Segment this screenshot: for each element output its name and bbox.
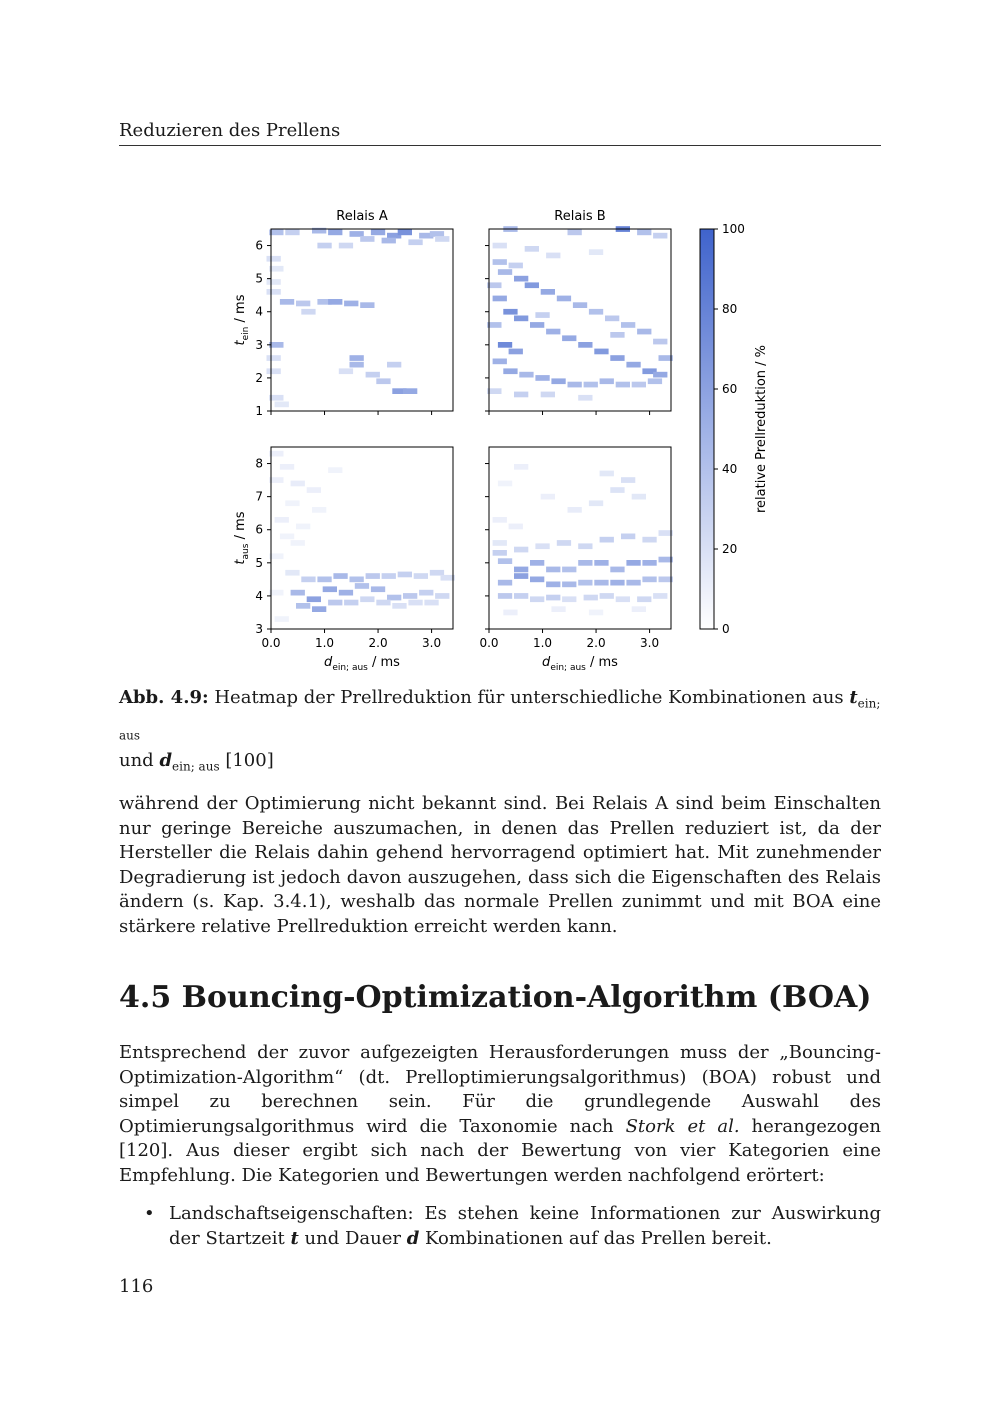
heatmap-cell xyxy=(350,355,364,361)
heatmap-cell xyxy=(387,595,401,601)
heatmap-cell xyxy=(642,537,656,543)
heatmap-cell xyxy=(610,332,624,338)
colorbar-tick-label: 20 xyxy=(722,542,738,556)
heatmap-cell xyxy=(339,368,353,374)
heatmap-cell xyxy=(498,580,512,586)
heatmap-cell xyxy=(498,593,512,599)
heatmap-cell xyxy=(632,494,646,500)
heatmap-cell xyxy=(493,540,507,546)
heatmap-cell xyxy=(600,593,614,599)
x-tick-label: 3.0 xyxy=(640,636,660,650)
heatmap-cell xyxy=(578,342,592,348)
colorbar-tick-label: 80 xyxy=(722,302,738,316)
panel-title-relais-a: Relais A xyxy=(336,209,388,224)
heatmap-cell xyxy=(280,534,294,540)
heatmap-cell xyxy=(568,230,582,236)
heatmap-cell xyxy=(589,309,603,315)
heatmap-cell xyxy=(621,534,635,540)
heatmap-cell xyxy=(344,600,358,606)
heatmap-cell xyxy=(493,550,507,556)
caption-and: und xyxy=(119,750,160,772)
heatmap-cell xyxy=(307,596,321,602)
heatmap-cell xyxy=(498,269,512,275)
bullet-item xyxy=(145,1202,881,1251)
heatmap-cell xyxy=(551,378,565,384)
heatmap-cell xyxy=(546,582,560,588)
caption-label: Abb. 4.9: xyxy=(119,687,209,708)
heatmap-cell xyxy=(509,263,523,269)
heatmap-cell xyxy=(296,603,310,609)
bullet-marker: • xyxy=(144,1203,155,1224)
heatmap-cell xyxy=(562,335,576,341)
heatmap-cell xyxy=(275,517,289,523)
heatmap-cell xyxy=(366,372,380,378)
heatmap-cell xyxy=(493,243,507,249)
page-number: 116 xyxy=(119,1276,154,1297)
heatmap-cell xyxy=(333,573,347,579)
heatmap-cell xyxy=(653,372,667,378)
heatmap-cell xyxy=(339,590,353,596)
heatmap-cell xyxy=(350,362,364,368)
ylabel-t-aus: $t_{aus}$ / ms xyxy=(233,511,251,565)
y-tick-label: 4 xyxy=(255,304,263,319)
heatmap-cell xyxy=(267,368,281,374)
heatmap-cell xyxy=(610,487,624,493)
heatmap-cell xyxy=(376,378,390,384)
heatmap-cell xyxy=(366,573,380,579)
heatmap-cell xyxy=(408,239,422,245)
heatmap-cell xyxy=(493,296,507,302)
heatmap-cell xyxy=(535,375,549,381)
heatmap-cell xyxy=(312,606,326,612)
heatmap-cell xyxy=(525,282,539,288)
colorbar-tick-label: 0 xyxy=(722,622,730,636)
heatmap-cell xyxy=(637,596,651,602)
heatmap-cell xyxy=(509,349,523,355)
heatmap-cell xyxy=(360,236,374,242)
heatmap-cell xyxy=(371,586,385,592)
caption-sub-1: ein; aus xyxy=(119,696,881,743)
heatmap-cell xyxy=(275,402,289,408)
x-tick-label: 2.0 xyxy=(368,636,388,650)
heatmap-cell xyxy=(493,259,507,265)
paragraph-2 xyxy=(119,1041,881,1188)
heatmap-cell xyxy=(546,329,560,335)
heatmap-cell xyxy=(594,560,608,566)
heatmap-cell xyxy=(323,586,337,592)
heatmap-cell xyxy=(626,362,640,368)
heatmap-cell xyxy=(360,596,374,602)
heatmap-cell xyxy=(578,395,592,401)
heatmap-cell xyxy=(584,595,598,601)
heatmap-cell xyxy=(535,543,549,549)
panel-frame xyxy=(271,229,453,411)
panel-title-relais-b: Relais B xyxy=(554,209,606,224)
heatmap-cell xyxy=(267,355,281,361)
figure-caption xyxy=(119,685,881,780)
heatmap-svg xyxy=(220,198,780,678)
heatmap-cell xyxy=(546,253,560,259)
heatmap-cell xyxy=(616,596,630,602)
heatmap-cell xyxy=(589,249,603,255)
heatmap-cell xyxy=(408,600,422,606)
heatmap-cell xyxy=(435,593,449,599)
heatmap-cell xyxy=(285,500,299,506)
heatmap-cell xyxy=(493,359,507,365)
heatmap-cell xyxy=(562,567,576,573)
heatmap-cell xyxy=(307,487,321,493)
heatmap-cell xyxy=(328,600,342,606)
paragraph-2-part-a: Entsprechend der zuvor aufgezeigten Herausforderungen muss der „Bouncing-Optimization-Algorithm“ (dt. Prelloptimierungsalgorithmus) (BOA) robust und simpel zu berechnen sein. Für die grundlegende Auswahl des Optimierungsalgorithmus wird die Taxonomie nach xyxy=(119,1042,881,1137)
heatmap-cell xyxy=(280,299,294,305)
heatmap-cell xyxy=(382,238,396,244)
heatmap-cell xyxy=(610,580,624,586)
heatmap-cell xyxy=(541,289,555,295)
heatmap-cell xyxy=(398,572,412,578)
heatmap-cell xyxy=(503,610,517,616)
heatmap-cell xyxy=(632,606,646,612)
heatmap-cell xyxy=(291,590,305,596)
heatmap-cell xyxy=(626,560,640,566)
y-tick-label: 3 xyxy=(255,622,263,636)
heatmap-cell xyxy=(632,382,646,388)
heatmap-cell xyxy=(642,560,656,566)
heatmap-cell xyxy=(530,560,544,566)
heatmap-cell xyxy=(414,573,428,579)
heatmap-cell xyxy=(291,481,305,487)
heatmap-cell xyxy=(530,322,544,328)
heatmap-cell xyxy=(557,540,571,546)
heatmap-cell xyxy=(509,524,523,530)
heatmap-cell xyxy=(584,382,598,388)
heatmap-cell xyxy=(605,316,619,322)
heatmap-cell xyxy=(328,299,342,305)
heatmap-cell xyxy=(578,543,592,549)
colorbar xyxy=(700,229,714,629)
heatmap-cell xyxy=(285,230,299,236)
y-tick-label: 3 xyxy=(255,337,263,352)
heatmap-cell xyxy=(653,233,667,239)
heatmap-cell xyxy=(557,296,571,302)
heatmap-cell xyxy=(514,392,528,398)
heatmap-cell xyxy=(562,582,576,588)
heatmap-cell xyxy=(398,230,412,236)
y-tick-label: 7 xyxy=(255,489,263,504)
y-tick-label: 5 xyxy=(255,555,263,570)
heatmap-cell xyxy=(387,362,401,368)
heatmap-figure xyxy=(220,198,780,678)
paragraph-2-part-b: herangezogen [120]. Aus dieser ergibt sich nach der Bewertung von vier Kategorien eine Empfehlung. Die Kategorien und Bewertungen werden nachfolgend erörtert: xyxy=(119,1115,881,1186)
x-tick-label: 1.0 xyxy=(532,636,553,650)
colorbar-tick-label: 60 xyxy=(722,382,738,396)
x-tick-label: 0.0 xyxy=(479,636,499,650)
heatmap-cell xyxy=(344,301,358,307)
y-tick-label: 2 xyxy=(255,370,263,385)
heatmap-cell xyxy=(430,231,444,237)
heatmap-cell xyxy=(424,600,438,606)
heatmap-cell xyxy=(339,243,353,249)
heatmap-cell xyxy=(642,577,656,583)
heatmap-cell xyxy=(562,596,576,602)
heatmap-cell xyxy=(312,507,326,513)
y-tick-label: 1 xyxy=(255,404,263,418)
heatmap-cell xyxy=(637,230,651,236)
heatmap-cell xyxy=(291,540,305,546)
heatmap-cell xyxy=(546,595,560,601)
caption-text: Heatmap der Prellreduktion für unterschiedliche Kombinationen aus xyxy=(208,687,850,708)
heatmap-cell xyxy=(498,558,512,564)
heatmap-cell xyxy=(371,230,385,236)
heatmap-cell xyxy=(503,368,517,374)
heatmap-cell xyxy=(589,610,603,616)
heatmap-cell xyxy=(430,570,444,576)
heatmap-cell xyxy=(535,312,549,318)
heatmap-cell xyxy=(578,580,592,586)
y-tick-label: 8 xyxy=(255,456,263,471)
heatmap-cell xyxy=(610,355,624,361)
heatmap-cell xyxy=(403,593,417,599)
heatmap-cell xyxy=(514,464,528,470)
xlabel-left: $d_{ein; aus}$ / ms xyxy=(324,655,400,673)
colorbar-tick-label: 40 xyxy=(722,462,738,476)
heatmap-cell xyxy=(360,302,374,308)
running-header: Reduzieren des Prellens xyxy=(119,120,881,146)
heatmap-cell xyxy=(578,560,592,566)
heatmap-cell xyxy=(285,570,299,576)
heatmap-cell xyxy=(403,388,417,394)
heatmap-cell xyxy=(546,567,560,573)
heatmap-cell xyxy=(355,583,369,589)
ylabel-t-ein: $t_{ein}$ / ms xyxy=(233,294,251,346)
heatmap-cell xyxy=(568,507,582,513)
xlabel-right: $d_{ein; aus}$ / ms xyxy=(542,655,618,673)
heatmap-cell xyxy=(296,301,310,307)
y-tick-label: 5 xyxy=(255,271,263,286)
heatmap-cell xyxy=(541,392,555,398)
y-tick-label: 6 xyxy=(255,522,263,537)
section-heading: 4.5 Bouncing-Optimization-Algorithm (BOA) xyxy=(119,980,872,1015)
heatmap-cell xyxy=(626,580,640,586)
heatmap-cell xyxy=(600,471,614,477)
caption-sub-2: ein; aus xyxy=(172,759,220,774)
heatmap-cell xyxy=(493,517,507,523)
heatmap-cell xyxy=(610,567,624,573)
bullet-text: Landschaftseigenschaften: Es stehen keine Informationen zur Auswirkung der Startzeit t und Dauer d Kombinationen auf das Prellen bereit. xyxy=(169,1203,881,1249)
heatmap-cell xyxy=(600,378,614,384)
heatmap-cell xyxy=(419,590,433,596)
heatmap-cell xyxy=(616,382,630,388)
heatmap-cell xyxy=(530,577,544,583)
heatmap-cell xyxy=(328,230,342,236)
heatmap-cell xyxy=(514,593,528,599)
heatmap-cell xyxy=(551,606,565,612)
heatmap-cell xyxy=(267,279,281,285)
heatmap-cell xyxy=(350,577,364,583)
citation-authors: Stork et al. xyxy=(625,1115,740,1137)
heatmap-cell xyxy=(594,580,608,586)
heatmap-cell xyxy=(267,289,281,295)
heatmap-cell xyxy=(435,236,449,242)
y-tick-label: 4 xyxy=(255,588,263,603)
heatmap-cell xyxy=(653,593,667,599)
caption-var-d: d xyxy=(159,750,173,772)
heatmap-cell xyxy=(280,464,294,470)
x-tick-label: 1.0 xyxy=(314,636,335,650)
x-tick-label: 2.0 xyxy=(586,636,606,650)
heatmap-cell xyxy=(621,477,635,483)
heatmap-cell xyxy=(503,309,517,315)
heatmap-cell xyxy=(519,372,533,378)
heatmap-cell xyxy=(573,302,587,308)
heatmap-cell xyxy=(301,309,315,315)
x-tick-label: 3.0 xyxy=(422,636,442,650)
heatmap-cell xyxy=(568,382,582,388)
paragraph-1: während der Optimierung nicht bekannt sind. Bei Relais A sind beim Einschalten nur geringe Bereiche auszumachen, in denen das Prellen reduziert ist, da der Hersteller die Relais dahin gehend hervorragend optimiert hat. Mit zunehmender Degradierung ist jedoch davon auszugehen, dass sich die Eigenschaften des Relais ändern (s. Kap. 3.4.1), weshalb das normale Prellen zunimmt und mit BOA eine stärkere relative Prellreduktion erreicht werden kann. xyxy=(119,793,881,937)
heatmap-cell xyxy=(275,616,289,622)
heatmap-cell xyxy=(600,537,614,543)
x-tick-label: 0.0 xyxy=(261,636,281,650)
heatmap-cell xyxy=(514,276,528,282)
heatmap-cell xyxy=(589,500,603,506)
heatmap-cell xyxy=(653,339,667,345)
heatmap-cell xyxy=(376,600,390,606)
heatmap-cell xyxy=(328,467,342,473)
heatmap-cell xyxy=(498,481,512,487)
heatmap-cell xyxy=(594,349,608,355)
heatmap-cell xyxy=(514,573,528,579)
colorbar-tick-label: 100 xyxy=(722,222,745,236)
heatmap-cell xyxy=(498,342,512,348)
heatmap-cell xyxy=(637,329,651,335)
caption-ref: [100] xyxy=(219,750,274,772)
heatmap-cell xyxy=(317,243,331,249)
heatmap-cell xyxy=(382,573,396,579)
heatmap-cell xyxy=(621,322,635,328)
heatmap-cell xyxy=(301,577,315,583)
heatmap-cell xyxy=(267,256,281,262)
heatmap-cell xyxy=(392,603,406,609)
heatmap-cell xyxy=(530,596,544,602)
heatmap-cell xyxy=(296,524,310,530)
caption-var-t: t xyxy=(849,687,858,708)
heatmap-cell xyxy=(514,316,528,322)
heatmap-cell xyxy=(514,547,528,553)
heatmap-cell xyxy=(350,231,364,237)
heatmap-cell xyxy=(514,567,528,573)
heatmap-cell xyxy=(525,246,539,252)
heatmap-cell xyxy=(317,577,331,583)
heatmap-cell xyxy=(648,378,662,384)
y-tick-label: 6 xyxy=(255,238,263,253)
heatmap-cell xyxy=(541,494,555,500)
colorbar-label: relative Prellreduktion / % xyxy=(754,344,769,514)
